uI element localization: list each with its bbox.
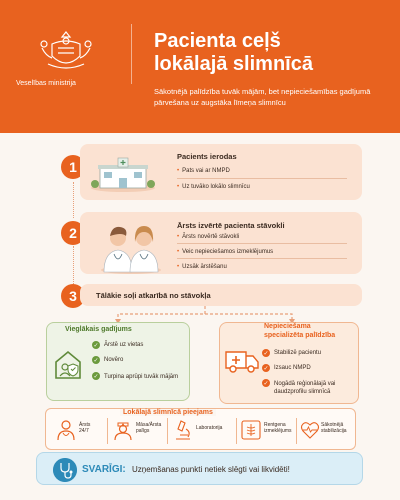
ministry-crest-icon [36,28,96,72]
home-shield-icon [53,348,83,380]
connector-1-2 [73,182,74,218]
resource-label [264,422,292,434]
step-2-item: • Ārsts novērtē stāvokli [177,234,239,240]
check-icon: ✓ [93,342,99,349]
resource-line: 24/7 [79,428,89,434]
title-line-1: Pacienta ceļš [154,30,281,52]
resource-line: Rentgena [264,422,286,428]
divider [177,258,347,259]
mild-item: Turpina aprūpi tuvāk mājām [104,374,179,380]
resource-line: Ārsts [79,422,91,428]
step-2-title: Ārsts izvērtē pacienta stāvokli [177,221,285,230]
resources-title: Lokālajā slimnīcā pieejams [120,409,216,416]
resource-label [196,425,222,431]
step-1-item: • Uz tuvāko lokālo slimnīcu [177,184,250,190]
resource-line: Māsa/Ārsta [136,422,162,428]
specialized-item: Izsauc NMPD [274,365,311,371]
check-icon: ✓ [263,365,269,372]
check-icon: ✓ [93,357,99,364]
resource-label [79,422,90,434]
page-title [154,30,394,76]
divider [296,418,297,444]
resource-line: Sākotnējā [321,422,344,428]
check-icon: ✓ [263,350,269,357]
nurse-icon [112,419,134,441]
mild-item: Ārstē uz vietas [104,342,144,348]
microscope-icon [172,419,194,441]
important-label: SVARĪGI: [82,464,126,475]
resource-label [321,422,347,434]
step-3-number: 3 [61,284,85,308]
resource-line: izmeklējums [264,428,292,434]
step-2-number: 2 [61,221,85,245]
specialized-title-line-2: specializēta palīdzība [264,332,336,339]
heart-pulse-icon [300,420,320,440]
page-subtitle: Sākotnējā palīdzība tuvāk mājām, bet nepieciešamības gadījumā pārvešana uz augstāka līmeņa slimnīcu [154,87,371,107]
header-divider [131,24,132,84]
divider [177,243,347,244]
step-3-title: Tālākie soļi atkarībā no stāvokļa [96,291,211,300]
step-2-item: • Veic nepieciešamos izmeklējumus [177,249,273,255]
divider [167,418,168,444]
divider [177,178,347,179]
step-1-item: • Pats vai ar NMPD [177,168,230,174]
mild-item: Novēro [104,357,124,363]
important-text: Uzņemšanas punkti netiek slēgti vai likvidēti! [132,465,290,474]
mild-case-title: Vieglākais gadījums [65,326,132,333]
specialized-item: Stabilizē pacientu [274,350,322,356]
specialized-title-line-1: Nepieciešama [264,323,311,330]
ambulance-icon [224,346,260,374]
resource-label [136,422,161,434]
step-2-item: • Uzsāk ārstēšanu [177,264,227,270]
clinic-building-icon [90,154,156,192]
connector-2-3 [73,246,74,284]
divider [107,418,108,444]
xray-icon [240,419,262,441]
doctors-icon [100,214,162,274]
step-1-number: 1 [61,155,85,179]
divider [236,418,237,444]
specialized-care-title [264,322,364,340]
resource-line: palīgs [136,428,150,434]
header-banner [0,0,400,133]
title-line-2: lokālajā slimnīcā [154,53,313,75]
specialized-item: Nogādā reģionālajā vai daudzprofilu slimnīcā [274,381,336,395]
stethoscope-icon [53,458,77,482]
check-icon: ✓ [263,380,269,387]
step-1-title: Pacients ierodas [177,152,237,161]
doctor-24-7-icon [55,419,77,441]
check-icon: ✓ [93,373,99,380]
resource-line: Laboratorija [196,425,223,431]
ministry-name: Veselības ministrija [16,80,76,87]
resource-line: stabilizācija [321,428,347,434]
